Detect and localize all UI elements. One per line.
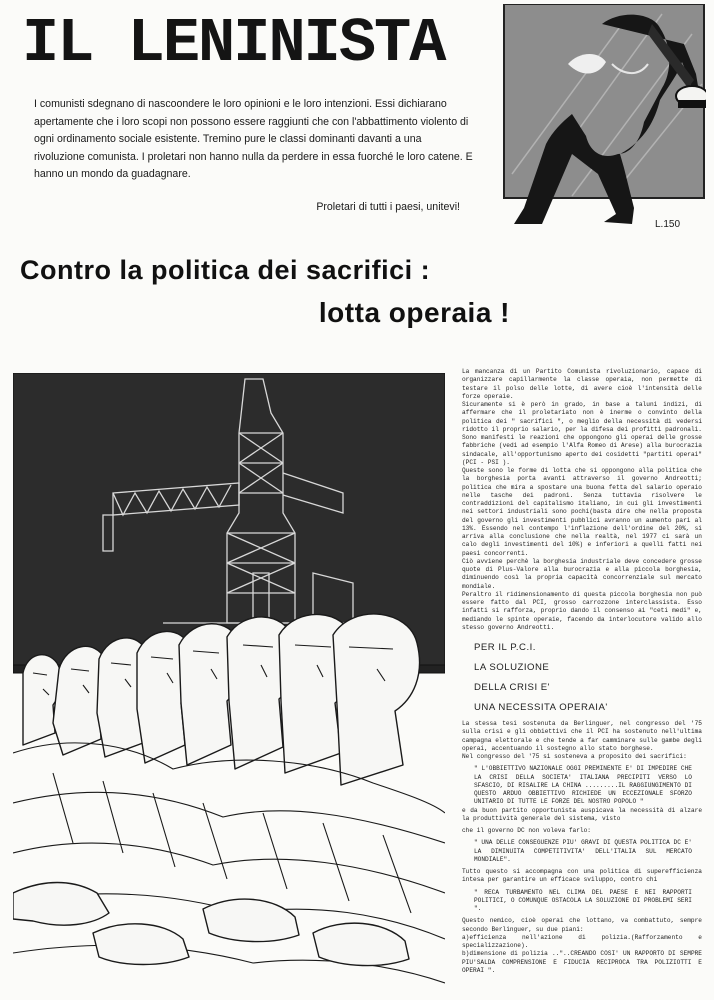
subhead-line: DELLA CRISI E': [474, 682, 551, 693]
article-paragraph: Tutto questo si accompagna con una politica di superefficienza intesa per garantire un efficace sviluppo, contro chi: [462, 868, 702, 884]
subhead-line: LA SOLUZIONE: [474, 662, 550, 673]
article-paragraph: Ciò avviene perchè la borghesia industriale deve concedere grosse quote di Plus-Valore alla burocrazia e alla piccola borghesia, diminuendo così la propria capacità concorrenziale sul mercato mondiale.: [462, 557, 702, 590]
article-paragraph: Sicuramente si è però in grado, in base a taluni indizi, di affermare che il proletariato non è inerme o convinto della politica dei " sacrifici ", o meglio della necessità di vedersi ridotto il proprio salario, per la difesa dei profitti padronali. Sono manifesti le reazioni che oppongono gli operai delle grosse fabbriche (vedi ad esempio l'Alfa Romeo di Arese) alla burocrazia sindacale, all'opportunismo aperto dei cosidetti "partiti operai" (PCI - PSI ).: [462, 401, 702, 466]
subhead-line: UNA NECESSITA OPERAIA': [474, 702, 608, 713]
article-paragraph: La mancanza di un Partito Comunista rivoluzionario, capace di organizzare capillarmente la classe operaia, non permette di testare il polso delle lotte, di avere cioè l'intensità delle forze operaie.: [462, 368, 702, 400]
article-column: [462, 368, 702, 975]
article-paragraph: Questo nemico, cioè operai che lottano, va combattuto, sempre secondo Berlinguer, su due piani:: [462, 917, 702, 933]
article-quote: " L'OBBIETTIVO NAZIONALE OGGI PREMINENTE E' DI IMPEDIRE CHE LA CRISI DELLA SOCIETA' ITALIANA PRECIPITI VERSO LO SFASCIO, DI RISALIRE LA CHINA .........IL RAGGIUNGIMENTO DI QUESTO ARDUO OBBIETTIVO RICHIEDE UN ECCEZIONALE SFORZO UNITARIO DI TUTTE LE FORZE DEL NOSTRO POPOLO ": [474, 765, 692, 806]
article-paragraph: a)efficienza nell'azione di polizia.(Rafforzamento e specializzazione).: [462, 933, 702, 949]
article-quote: " UNA DELLE CONSEGUENZE PIU' GRAVI DI QUESTA POLITICA DC E' LA DIMINUITA COMPETITIVITA' DELL'ITALIA SUL MERCATO MONDIALE".: [474, 839, 692, 863]
article-paragraph: Nel congresso del '75 si sosteneva a proposito dei sacrifici:: [462, 753, 687, 760]
article-paragraph: La stessa tesi sostenuta da Berlinguer, nel congresso del '75 sulla crisi e gli obbiettivi che il PCI ha sostenuto nell'ultima campagna elettorale e che tende a far camminare sulle gambe degli operai, accentuando il sostegno allo stato borghese.: [462, 720, 702, 752]
worker-hammer-illustration: [502, 4, 706, 230]
article-paragraph: b)dimensione di polizia .."..CREANDO COSI' UN RAPPORTO DI SEMPRE PIU'SALDA COMPRENSIONE E FIDUCIA RECIPROCA TRA POLIZIOTTI E OPERAI ".: [462, 950, 702, 974]
headline-line-1: Contro la politica dei sacrifici :: [20, 255, 431, 285]
masthead-title: IL LENINISTA: [22, 8, 445, 79]
article-paragraph: che il governo DC non voleva farlo:: [462, 827, 591, 834]
article-paragraph: Peraltro il ridimensionamento di questa piccola borghesia non può essere fatto dal PCI, grosso carrozzone interclassista. Esso infatti si rafforza, proprio dando il consenso ai "ceti medi" e, mediando le spinte operaie, facendo da interlocutore valido allo stesso governo Andreotti.: [462, 590, 702, 631]
slogan: Proletari di tutti i paesi, unitevi!: [316, 201, 460, 213]
price-label: L.150: [655, 219, 681, 230]
manifesto-text: I comunisti sdegnano di nascoondere le loro opinioni e le loro intenzioni. Essi dichiarano apertamente che i loro scopi non possono essere raggiunti che con l'abbattimento violento di ogni ordinamento sociale esistente. Tremino pure le classi dominanti davanti a una rivoluzione comunista. I proletari non hanno nulla da perdere in essa fuorché le loro catene. E hanno un mondo da guadagnare.: [34, 98, 473, 180]
main-headline: [20, 255, 510, 329]
article-quote: " RECA TURBAMENTO NEL CLIMA DEL PAESE E NEI RAPPORTI POLITICI, O COMUNQUE OSTACOLA LA SOLUZIONE DI PROBLEMI SERI ".: [474, 888, 692, 912]
subhead-line: PER IL P.C.I.: [474, 642, 536, 653]
article-paragraph: e da buon partito opportunista auspicava la necessità di alzare la produttività generale del sistema, visto: [462, 806, 702, 822]
headline-line-2: lotta operaia !: [318, 297, 510, 328]
article-paragraph: Queste sono le forme di lotta che si oppongono alla politica che la borghesia porta avanti attraverso il governo Andreotti; politica che mira a spostare una buona fetta del salario operaio nelle tasche dei padroni. Senza tuttavia risolvere le contraddizioni del capitalismo italiano, in cui gli investimenti nei settori industriali sono pochi(basta dire che nella proposta del governo gli investimenti pubblici avranno un aumento pari al 13%. Essendo nel contempo l'inflazione dell'ordine del 20%, si arriva alla conclusione che nella realtà, nel 1977 ci sarà un calo degli investimenti del 10%) e inferiori a quelli fatti nei paesi concorrenti.: [462, 467, 702, 557]
article-subheading: [474, 638, 702, 718]
workers-march-illustration: [13, 373, 445, 991]
